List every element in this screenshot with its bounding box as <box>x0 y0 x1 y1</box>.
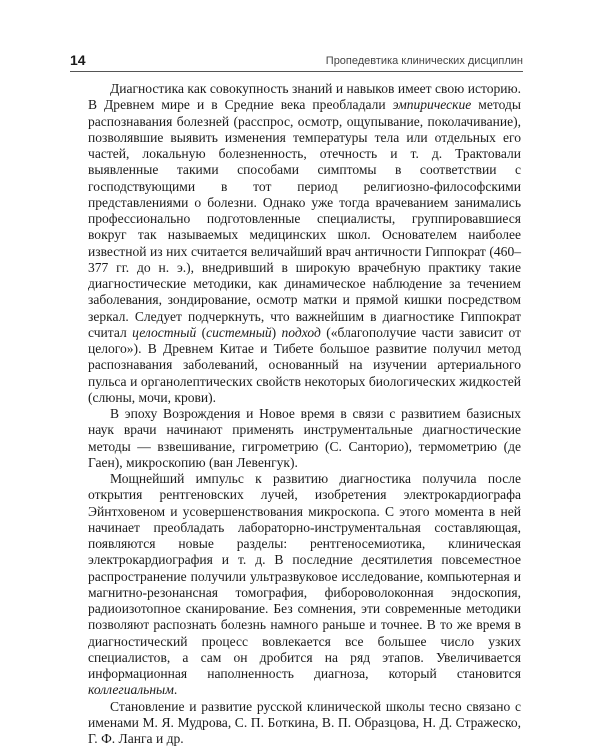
italic-term: эмпирические <box>392 97 472 113</box>
paragraph-history <box>88 81 521 406</box>
text-run: Становление и развитие русской клинической школы тесно связано с именами М. Я. Мудрова, С. П. Боткина, В. П. Образцова, Н. Д. Стражеско, Г. Ф. Ланга и др. <box>88 698 521 746</box>
body-text <box>88 81 521 747</box>
italic-term: целостный <box>132 324 197 340</box>
text-run: методы распознавания болезней (расспрос, осмотр, ощупывание, поколачивание), позволявшие выявить изменения температуры тела или отдельных его частей, локальную болезненность, отечность и т. д. Трактовали выявленные такими способами симптомы в соответствии с господствующими в тот период религиозно-философскими представлениями о болезни. Однако уже тогда врачеванием занимались профессионально подготовленные специалисты, группировавшиеся вокруг так называемых медицинских школ. Основателем наиболее известной из них считается величайший врач античности Гиппократ (460–377 гг. до н. э.), внедривший в широкую врачебную практику такие диагностические методики, как динамическое наблюдение за течением заболевания, зондирование, осмотр матки и прямой кишки посредством зеркал. Следует подчеркнуть, что важнейшим в диагностике Гиппократ считал <box>88 97 521 340</box>
italic-term: подход <box>281 324 321 340</box>
text-run: . <box>173 682 178 698</box>
text-run: ( <box>196 324 207 340</box>
text-run: Диагностика как совокупность знаний и навыков имеет свою историю. В Древнем мире и в Средние века преобладали <box>88 81 521 113</box>
text-run: ) <box>271 324 282 340</box>
text-run: Мощнейший импульс к развитию диагностика получила после открытия рентгеновских лучей, изобретения электрокардиографа Эйнтховеном и усовершенствования микроскопа. С этого момента в ней начинает преобладать лабораторно-инструментальная составляющая, появляются новые разделы: рентгеносемиотика, клиническая электрокардиография и т. д. В последние десятилетия повсеместное распространение получили ультразвуковое исследование, компьютерная и магнитно-резонансная томография, фибороволоконная эндоскопия, радиоизотопное сканирование. Без сомнения, эти современные методики позволяют распознать болезнь намного раньше и точнее. В то же время в диагностический процесс вовлекается все большее число узких специалистов, а сам он дробится на ряд этапов. Увеличивается информационная наполненность диагноза, который становится <box>88 471 521 681</box>
running-title: Пропедевтика клинических дисциплин <box>325 55 523 67</box>
page-number: 14 <box>70 52 86 68</box>
paragraph-modern-diagnostics <box>88 471 521 699</box>
text-run: («благополучие части зависит от целого»). В Древнем Китае и Тибете большое развитие получил метод распознавания заболеваний, основанный на изучении артериального пульса и органолептических свойств некоторых биологических жидкостей (слюны, мочи, крови). <box>88 324 522 405</box>
italic-term: коллегиальным <box>88 682 174 698</box>
italic-term: системный <box>206 324 272 340</box>
header-rule <box>70 71 523 72</box>
paragraph-renaissance <box>88 406 521 471</box>
text-run: В эпоху Возрождения и Новое время в связи с развитием базисных наук врачи начинают применять инструментальные диагностические методы — взвешивание, гигрометрию (С. Санторио), термометрию (де Гаен), микроскопию (ван Левенгук). <box>88 406 521 470</box>
paragraph-russian-school <box>88 699 521 748</box>
page-header <box>70 52 523 68</box>
